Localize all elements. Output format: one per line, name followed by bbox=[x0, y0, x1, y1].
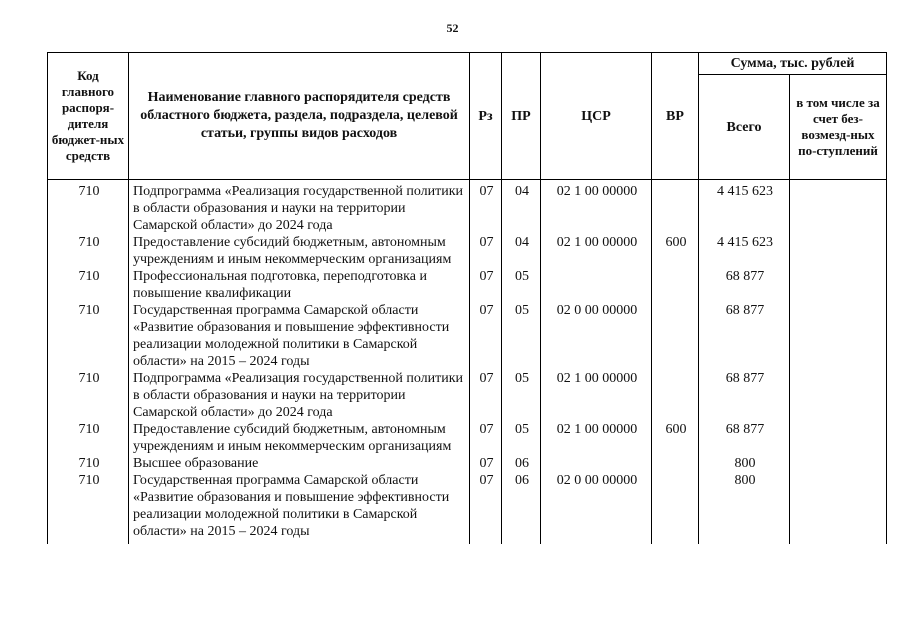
cell-total: 68 877 bbox=[699, 268, 790, 302]
cell-name: Предоставление субсидий бюджетным, автономным учреждениям и иным некоммерческим организациям bbox=[129, 234, 470, 268]
cell-code: 710 bbox=[48, 268, 129, 302]
cell-csr: 02 1 00 00000 bbox=[541, 180, 652, 235]
cell-name: Высшее образование bbox=[129, 455, 470, 472]
cell-gratuitous bbox=[790, 455, 887, 472]
cell-rz: 07 bbox=[470, 180, 502, 235]
cell-vr bbox=[652, 472, 699, 544]
page-number: 52 bbox=[446, 21, 459, 35]
cell-vr bbox=[652, 455, 699, 472]
cell-vr bbox=[652, 268, 699, 302]
header-sum: Сумма, тыс. рублей bbox=[699, 53, 887, 75]
cell-gratuitous bbox=[790, 234, 887, 268]
cell-pr: 06 bbox=[502, 455, 541, 472]
cell-csr: 02 0 00 00000 bbox=[541, 472, 652, 544]
cell-gratuitous bbox=[790, 370, 887, 421]
cell-gratuitous bbox=[790, 421, 887, 455]
cell-name: Государственная программа Самарской области «Развитие образования и повышение эффективности реализации молодежной политики в Самарской области» на 2015 – 2024 годы bbox=[129, 472, 470, 544]
header-csr: ЦСР bbox=[541, 53, 652, 180]
cell-rz: 07 bbox=[470, 234, 502, 268]
table-row bbox=[48, 234, 887, 268]
table-row bbox=[48, 302, 887, 370]
cell-name: Подпрограмма «Реализация государственной политики в области образования и науки на территории Самарской области» до 2024 года bbox=[129, 180, 470, 235]
cell-code: 710 bbox=[48, 180, 129, 235]
table-body bbox=[48, 180, 887, 545]
cell-csr: 02 1 00 00000 bbox=[541, 234, 652, 268]
cell-pr: 06 bbox=[502, 472, 541, 544]
cell-code: 710 bbox=[48, 455, 129, 472]
cell-total: 800 bbox=[699, 472, 790, 544]
header-name: Наименование главного распорядителя средств областного бюджета, раздела, подраздела, целевой статьи, группы видов расходов bbox=[129, 53, 470, 180]
cell-name: Подпрограмма «Реализация государственной политики в области образования и науки на территории Самарской области» до 2024 года bbox=[129, 370, 470, 421]
header-pr: ПР bbox=[502, 53, 541, 180]
header-rz: Рз bbox=[470, 53, 502, 180]
cell-total: 4 415 623 bbox=[699, 180, 790, 235]
budget-table bbox=[47, 52, 887, 544]
cell-code: 710 bbox=[48, 370, 129, 421]
cell-gratuitous bbox=[790, 302, 887, 370]
header-code: Код главного распоря-дителя бюджет-ных средств bbox=[48, 53, 129, 180]
cell-total: 4 415 623 bbox=[699, 234, 790, 268]
table-row bbox=[48, 268, 887, 302]
cell-rz: 07 bbox=[470, 302, 502, 370]
table-row bbox=[48, 180, 887, 235]
cell-rz: 07 bbox=[470, 370, 502, 421]
cell-name: Предоставление субсидий бюджетным, автономным учреждениям и иным некоммерческим организациям bbox=[129, 421, 470, 455]
cell-vr bbox=[652, 302, 699, 370]
cell-total: 68 877 bbox=[699, 370, 790, 421]
cell-csr: 02 1 00 00000 bbox=[541, 370, 652, 421]
cell-pr: 05 bbox=[502, 268, 541, 302]
cell-gratuitous bbox=[790, 180, 887, 235]
cell-rz: 07 bbox=[470, 421, 502, 455]
cell-pr: 04 bbox=[502, 180, 541, 235]
header-total: Всего bbox=[699, 75, 790, 180]
cell-pr: 04 bbox=[502, 234, 541, 268]
cell-csr bbox=[541, 455, 652, 472]
cell-pr: 05 bbox=[502, 421, 541, 455]
cell-code: 710 bbox=[48, 302, 129, 370]
header-vr: ВР bbox=[652, 53, 699, 180]
cell-gratuitous bbox=[790, 472, 887, 544]
cell-code: 710 bbox=[48, 472, 129, 544]
cell-code: 710 bbox=[48, 234, 129, 268]
cell-total: 68 877 bbox=[699, 421, 790, 455]
cell-pr: 05 bbox=[502, 302, 541, 370]
cell-rz: 07 bbox=[470, 472, 502, 544]
cell-name: Государственная программа Самарской области «Развитие образования и повышение эффективности реализации молодежной политики в Самарской области» на 2015 – 2024 годы bbox=[129, 302, 470, 370]
cell-vr bbox=[652, 370, 699, 421]
cell-csr: 02 1 00 00000 bbox=[541, 421, 652, 455]
cell-csr bbox=[541, 268, 652, 302]
cell-name: Профессиональная подготовка, переподготовка и повышение квалификации bbox=[129, 268, 470, 302]
table-row bbox=[48, 472, 887, 544]
cell-code: 710 bbox=[48, 421, 129, 455]
cell-total: 800 bbox=[699, 455, 790, 472]
table-row bbox=[48, 455, 887, 472]
cell-vr bbox=[652, 180, 699, 235]
cell-rz: 07 bbox=[470, 455, 502, 472]
table-row bbox=[48, 421, 887, 455]
cell-total: 68 877 bbox=[699, 302, 790, 370]
cell-pr: 05 bbox=[502, 370, 541, 421]
header-gratuitous: в том числе за счет без-возмезд-ных по-ступлений bbox=[790, 75, 887, 180]
cell-vr: 600 bbox=[652, 234, 699, 268]
cell-rz: 07 bbox=[470, 268, 502, 302]
table-row bbox=[48, 370, 887, 421]
cell-gratuitous bbox=[790, 268, 887, 302]
cell-csr: 02 0 00 00000 bbox=[541, 302, 652, 370]
cell-vr: 600 bbox=[652, 421, 699, 455]
table-header bbox=[48, 53, 887, 180]
